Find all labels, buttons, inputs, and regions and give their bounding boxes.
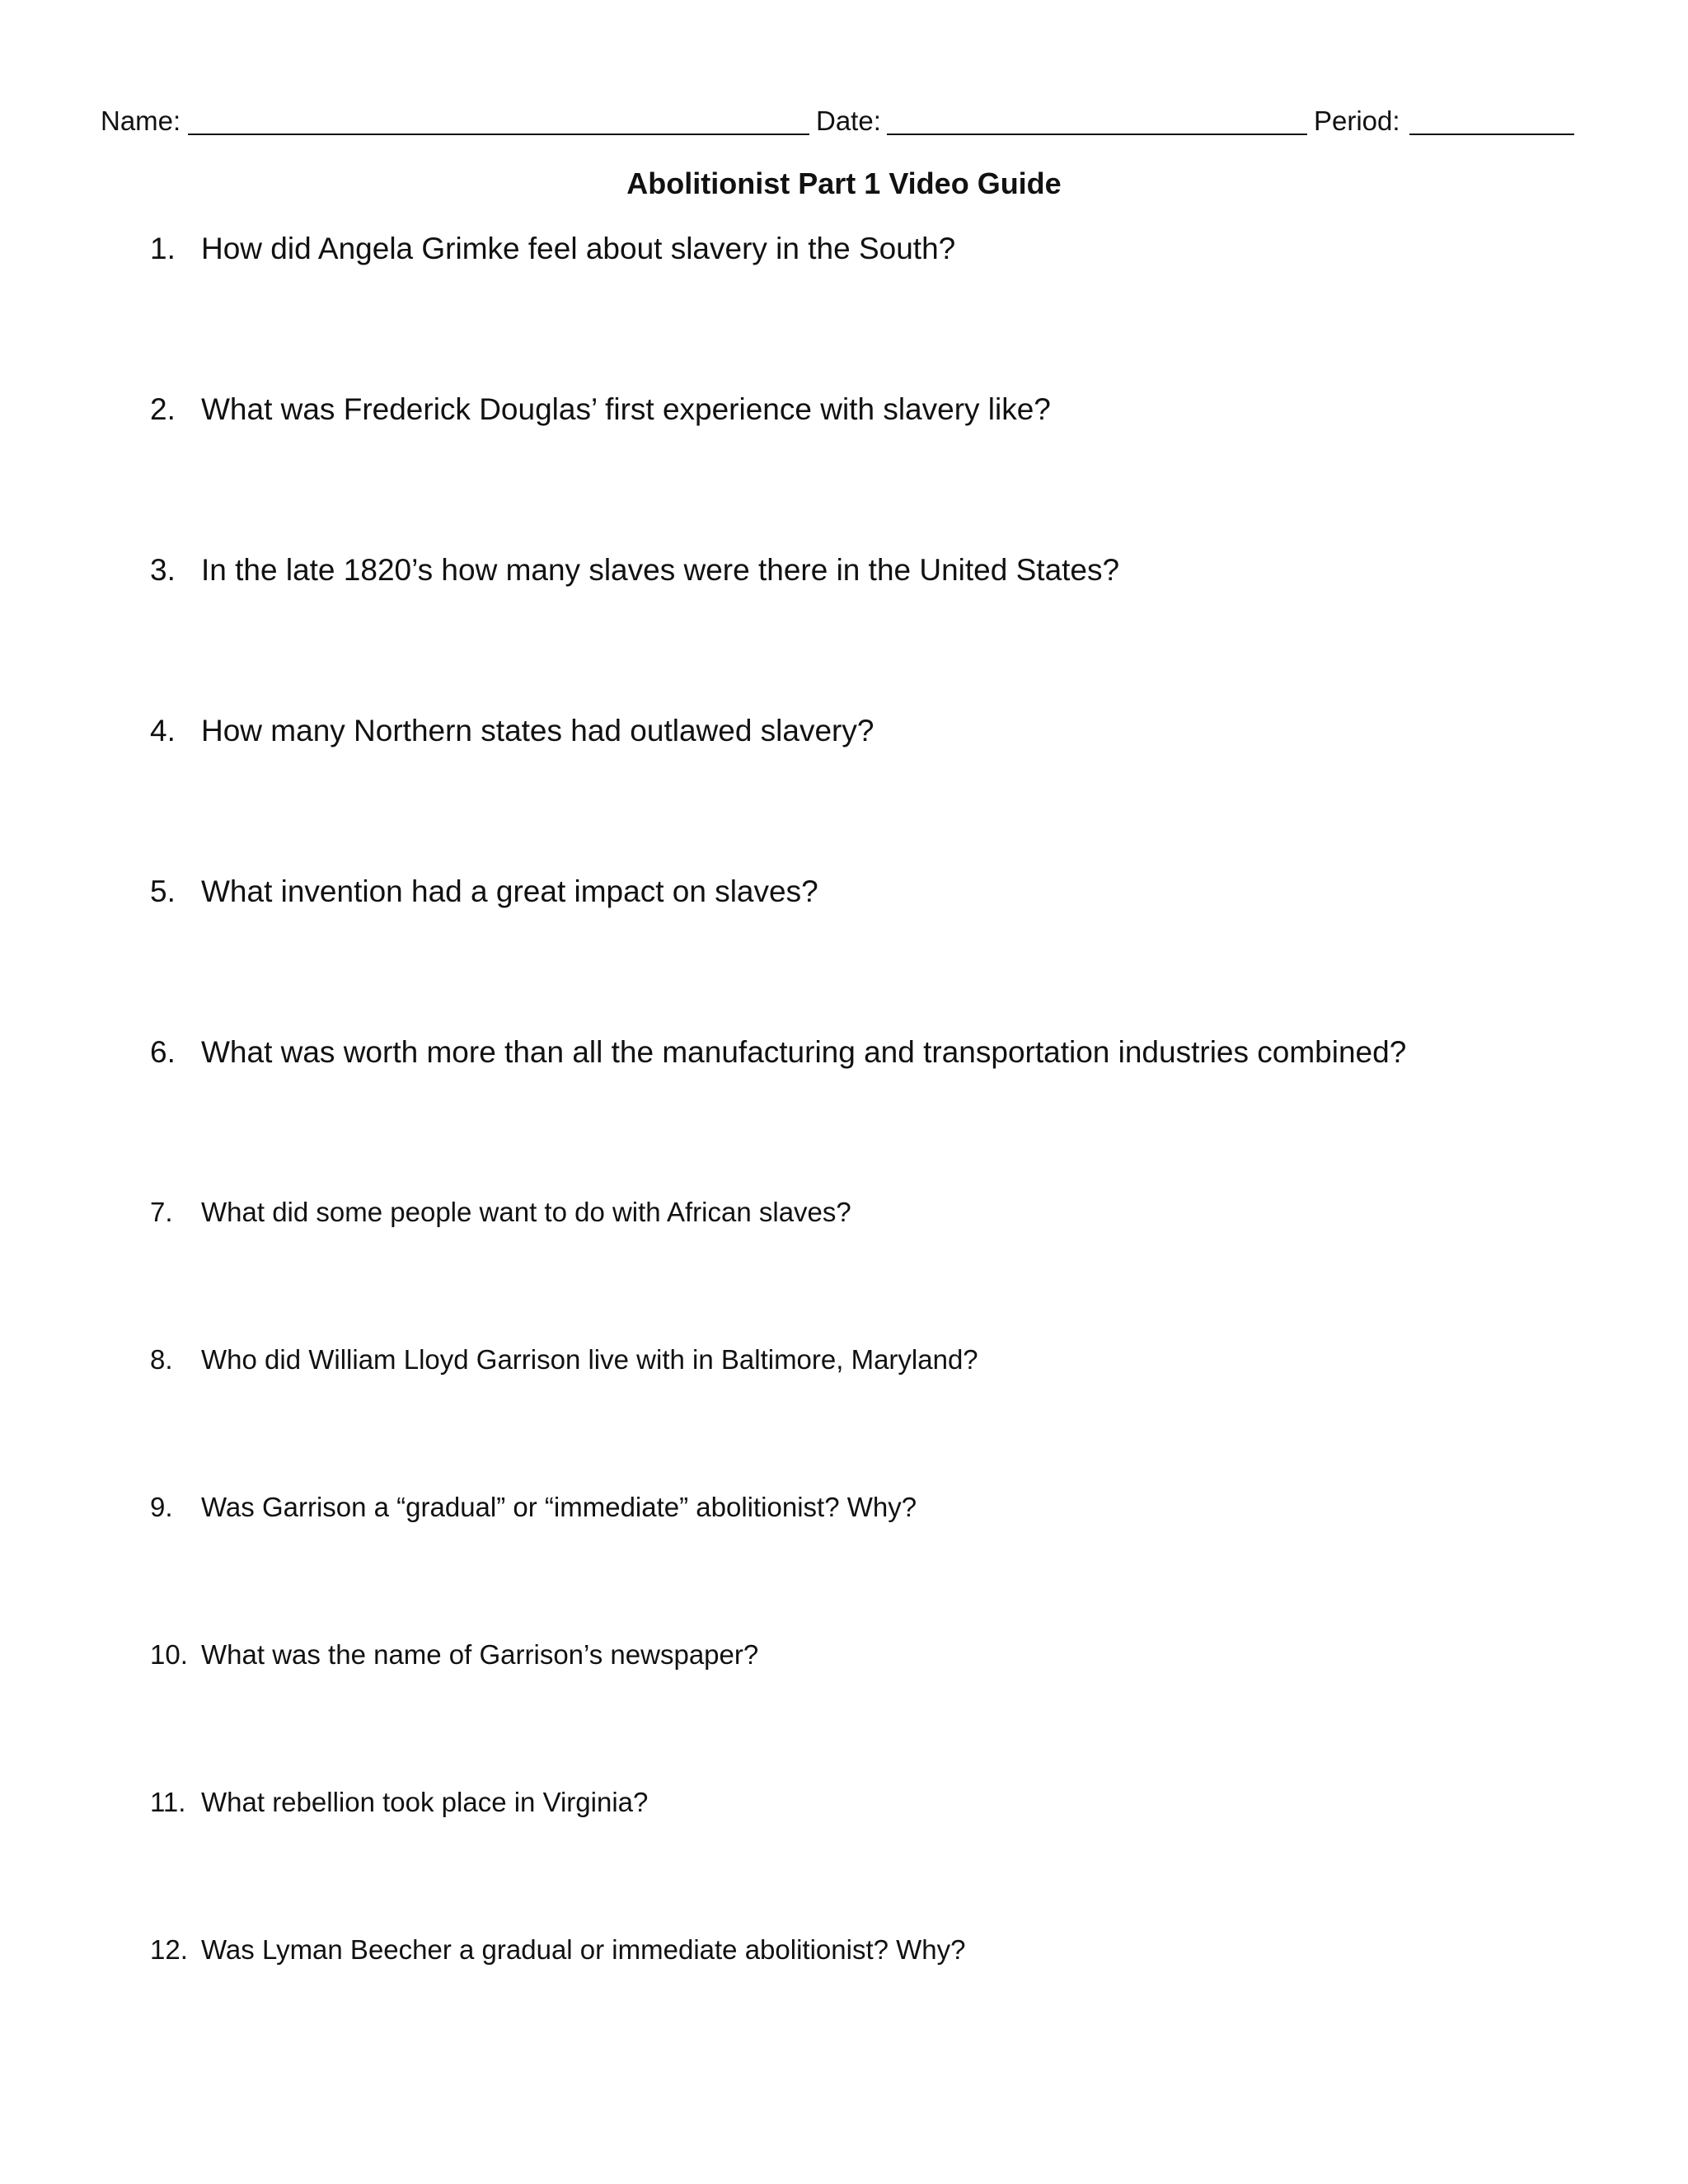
question-number: 9. xyxy=(150,1492,173,1522)
question-number: 4. xyxy=(150,714,176,748)
question-item xyxy=(150,549,1119,592)
date-blank-line[interactable] xyxy=(887,134,1307,135)
question-number: 7. xyxy=(150,1197,173,1227)
question-number: 3. xyxy=(150,553,176,587)
question-number: 8. xyxy=(150,1344,173,1375)
question-text: Was Garrison a “gradual” or “immediate” abolitionist? Why? xyxy=(201,1492,917,1522)
question-item xyxy=(150,1193,851,1231)
question-item xyxy=(150,1488,917,1526)
student-info-header xyxy=(101,102,1584,140)
question-item xyxy=(150,1031,1406,1074)
question-number: 10. xyxy=(150,1639,188,1670)
date-label: Date: xyxy=(816,105,881,136)
question-number: 2. xyxy=(150,392,176,426)
question-text: In the late 1820’s how many slaves were there in the United States? xyxy=(201,553,1120,587)
question-item xyxy=(150,1636,758,1674)
period-blank-line[interactable] xyxy=(1409,134,1574,135)
name-blank-line[interactable] xyxy=(188,134,809,135)
period-label: Period: xyxy=(1314,105,1400,136)
question-number: 5. xyxy=(150,874,176,908)
question-text: How did Angela Grimke feel about slavery in the South? xyxy=(201,232,956,265)
question-number: 11. xyxy=(150,1787,186,1817)
question-item xyxy=(150,1783,648,1821)
name-label: Name: xyxy=(101,105,181,136)
question-text: What invention had a great impact on slaves? xyxy=(201,874,818,908)
question-number: 6. xyxy=(150,1035,176,1069)
question-item xyxy=(150,227,955,270)
question-item xyxy=(150,870,818,913)
question-text: Was Lyman Beecher a gradual or immediate abolitionist? Why? xyxy=(201,1934,966,1965)
question-item xyxy=(150,1931,966,1969)
question-text: What rebellion took place in Virginia? xyxy=(201,1787,649,1817)
question-text: How many Northern states had outlawed slavery? xyxy=(201,714,874,748)
question-text: Who did William Lloyd Garrison live with in Baltimore, Maryland? xyxy=(201,1344,978,1375)
question-text: What was worth more than all the manufacturing and transportation industries combined? xyxy=(201,1035,1407,1069)
question-text: What did some people want to do with African slaves? xyxy=(201,1197,851,1227)
question-item xyxy=(150,710,874,752)
question-item xyxy=(150,388,1051,431)
question-item xyxy=(150,1341,978,1379)
question-number: 1. xyxy=(150,232,176,265)
question-number: 12. xyxy=(150,1934,188,1965)
question-text: What was Frederick Douglas’ first experience with slavery like? xyxy=(201,392,1051,426)
question-text: What was the name of Garrison’s newspaper? xyxy=(201,1639,759,1670)
page-title: Abolitionist Part 1 Video Guide xyxy=(626,166,1062,200)
